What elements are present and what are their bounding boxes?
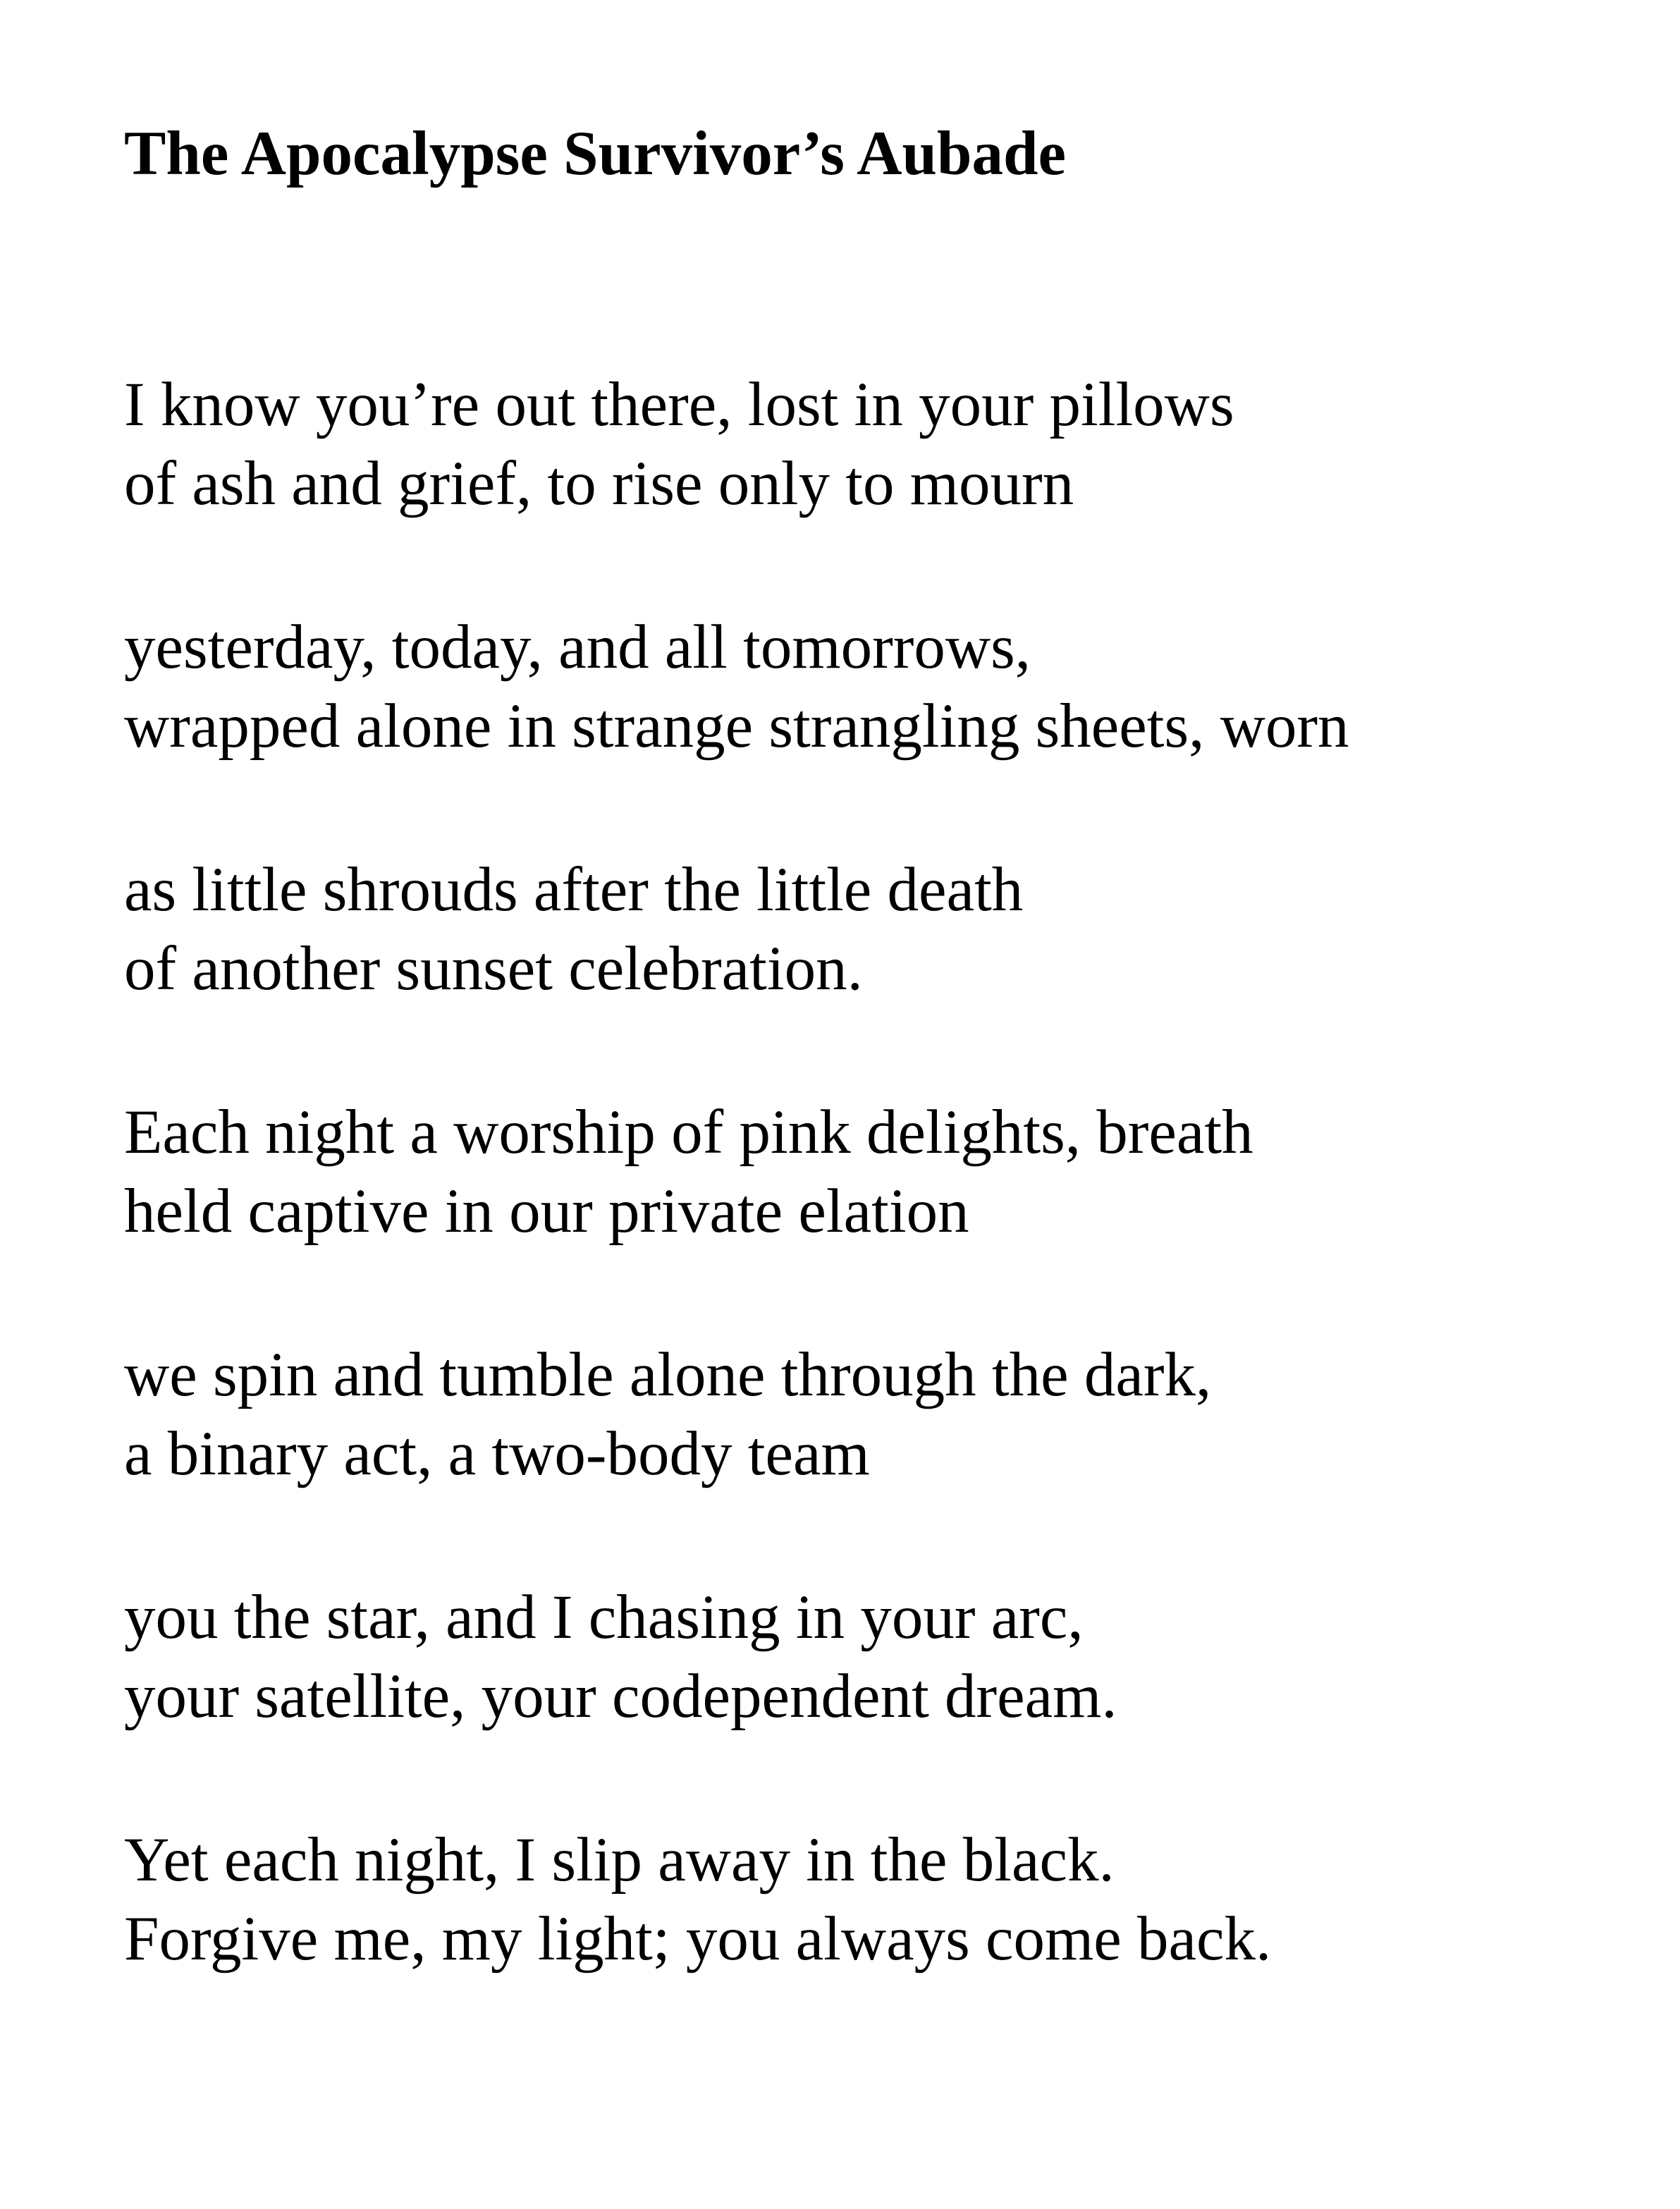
poem-line: Yet each night, I slip away in the black. — [124, 1825, 1115, 1895]
poem-line: we spin and tumble alone through the dark, — [124, 1340, 1212, 1409]
poem-line: I know you’re out there, lost in your pillows — [124, 370, 1234, 439]
poem-line: held captive in our private elation — [124, 1177, 969, 1246]
poem-line: Forgive me, my light; you always come back. — [124, 1904, 1272, 1974]
poem-line: your satellite, your codependent dream. — [124, 1662, 1117, 1731]
poem-title: The Apocalypse Survivor’s Aubade — [124, 119, 1066, 188]
poem-line: as little shrouds after the little death — [124, 855, 1024, 924]
poem-line: yesterday, today, and all tomorrows, — [124, 613, 1031, 682]
poem-line: of another sunset celebration. — [124, 934, 863, 1003]
poem-line: of ash and grief, to rise only to mourn — [124, 449, 1074, 518]
poem-line: wrapped alone in strange strangling sheets, worn — [124, 692, 1349, 761]
poem-line: you the star, and I chasing in your arc, — [124, 1583, 1084, 1652]
poem-line: a binary act, a two-body team — [124, 1419, 870, 1488]
poem-line: Each night a worship of pink delights, breath — [124, 1098, 1253, 1167]
